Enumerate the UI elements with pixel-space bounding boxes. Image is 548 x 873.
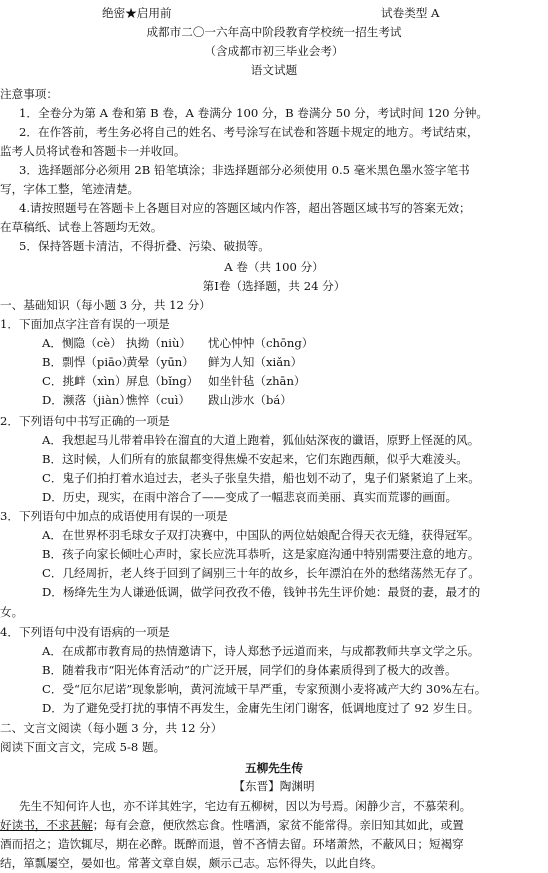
q1-a-2: 执拗（niù） (126, 336, 192, 350)
q1-option-d (42, 391, 292, 410)
section-2-heading: 二、文言文阅读（每小题 3 分，共 12 分） (0, 721, 223, 735)
q4-option-b: B．随着我市“阳光体育活动”的广泛开展，同学们的身体素质得到了极大的改善。 (42, 663, 457, 677)
q2-option-c: C．鬼子们拍打着水追过去，老头子张皇失措，船也划不动了，鬼子们紧紧追了上来。 (42, 471, 480, 485)
q3-option-b: B．孩子向家长倾吐心声时，家长应洗耳恭听，这是家庭沟通中特别需要注意的地方。 (42, 547, 480, 561)
q1-d-3: 跋山涉水（bá） (208, 393, 292, 407)
note-line: 2．在作答前，考生务必将自己的姓名、考号涂写在试卷和答题卡规定的地方。考试结束， (19, 125, 479, 139)
q1-c-1: C．挑衅（xìn） (42, 374, 127, 388)
q2-stem: 2．下列语句中书写正确的一项是 (0, 414, 170, 428)
q3-option-c: C．几经周折，老人终于回到了阔别三十年的故乡，长年漂泊在外的愁绪荡然无存了。 (42, 566, 480, 580)
subject-title: 语文试题 (250, 63, 298, 77)
passage-line: 结，箪瓢屡空，晏如也。常著文章自娱，颇示己志。忘怀得失，以此自终。 (0, 856, 383, 870)
q3-option-d-tail: 女。 (0, 605, 24, 619)
note-line: 5．保持答题卡清洁，不得折叠、污染、破损等。 (19, 239, 270, 253)
underlined-phrase: 好读书，不求甚解 (0, 818, 93, 832)
q1-c-3: 如坐针毡（zhān） (208, 374, 306, 388)
q4-option-a: A．在成都市教育局的热情邀请下，诗人郑愁予远道而来，与成都教师共享文学之乐。 (42, 644, 480, 658)
passage-line: 酒而招之；造饮辄尽，期在必醉。既醉而退，曾不吝情去留。环堵萧然，不蔽风日；短褐穿 (0, 837, 464, 851)
passage-title: 五柳先生传 (245, 761, 303, 775)
q1-b-1: B．剽悍（piāo） (42, 355, 134, 369)
q1-d-1: D．濒落（jiàn） (42, 393, 131, 407)
q1-option-b (42, 353, 302, 372)
q1-b-2: 黄晕（yūn） (126, 355, 194, 369)
note-line: 在草稿纸、试卷上答题均无效。 (0, 220, 163, 234)
passage-line: 先生不知何许人也，亦不详其姓字，宅边有五柳树，因以为号焉。闲静少言，不慕荣利。 (19, 799, 472, 813)
q2-option-d: D．历史，现实，在雨中溶合了——变成了一幅悲哀而美丽、真实而荒谬的画面。 (42, 490, 458, 504)
reading-intro: 阅读下面文言文，完成 5-8 题。 (0, 740, 166, 754)
note-line: 写，字体工整，笔迹清楚。 (0, 182, 140, 196)
q4-option-d: D．为了避免受打扰的事情不再发生，金庸先生闭门谢客，低调地度过了 92 岁生日。 (42, 701, 480, 715)
q4-stem: 4．下列语句中没有语病的一项是 (0, 625, 170, 639)
volume-a-heading: A 卷（共 100 分） (224, 260, 324, 274)
q2-option-a: A．我想起马儿带着串铃在溜直的大道上跑着，狐仙姑深夜的谶语，原野上怪涎的风。 (42, 433, 480, 447)
q1-b-3: 鲜为人知（xiǎn） (208, 355, 303, 369)
passage-line (0, 816, 548, 835)
secret-label: 绝密★启用前 (102, 6, 172, 20)
exam-subtitle: （含成都市初三毕业会考） (204, 44, 344, 58)
q1-option-c (42, 372, 306, 391)
note-line: 3．选择题部分必须用 2B 铅笔填涂；非选择题部分必须使用 0.5 毫米黑色墨水签字笔书 (19, 163, 470, 177)
passage-line-rest: ；每有会意，便欣然忘食。性嗜酒，家贫不能常得。亲旧知其如此，或置 (92, 818, 464, 832)
q3-option-a: A．在世界杯羽毛球女子双打决赛中，中国队的两位姑娘配合得天衣无缝，获得冠军。 (42, 528, 480, 542)
q1-option-a (42, 334, 313, 353)
q1-d-2: 憔悴（cuì） (126, 393, 191, 407)
notes-heading: 注意事项： (0, 87, 58, 101)
q1-stem: 1．下面加点字注音有误的一项是 (0, 317, 170, 331)
q3-stem: 3．下列语句中加点的成语使用有误的一项是 (0, 509, 228, 523)
paper-type: 试卷类型 A (381, 6, 440, 20)
exam-title: 成都市二〇一六年高中阶段教育学校统一招生考试 (146, 25, 402, 39)
volume-1-heading: 第Ⅰ卷（选择题，共 24 分） (202, 279, 346, 293)
passage-author: 【东晋】陶渊明 (233, 779, 315, 793)
q1-a-3: 忧心忡忡（chōng） (208, 336, 314, 350)
note-line: 监考人员将试卷和答题卡一并收回。 (0, 144, 186, 158)
note-line: 1．全卷分为第 A 卷和第 B 卷，A 卷满分 100 分，B 卷满分 50 分，考试时间 120 分钟。 (19, 106, 489, 120)
q4-option-c: C．受“厄尔尼诺”现象影响，黄河流域干旱严重，专家预测小麦将减产大约 30%左右。 (42, 682, 487, 696)
note-line: 4.请按照题号在答题卡上各题目对应的答题区域内作答，超出答题区域书写的答案无效； (19, 201, 471, 215)
q3-option-d: D．杨绛先生为人谦逊低调，做学问孜孜不倦，钱钟书先生评价她：最贤的妻，最才的 (42, 585, 481, 599)
section-1-heading: 一、基础知识（每小题 3 分，共 12 分） (0, 298, 211, 312)
q1-c-2: 屏息（bǐng） (126, 374, 199, 388)
q2-option-b: B．这时候，人们所有的旅鼠都变得焦燥不安起来，它们东跑西颠，似乎大难淩头。 (42, 452, 468, 466)
q1-a-1: A．恻隐（cè） (42, 336, 122, 350)
